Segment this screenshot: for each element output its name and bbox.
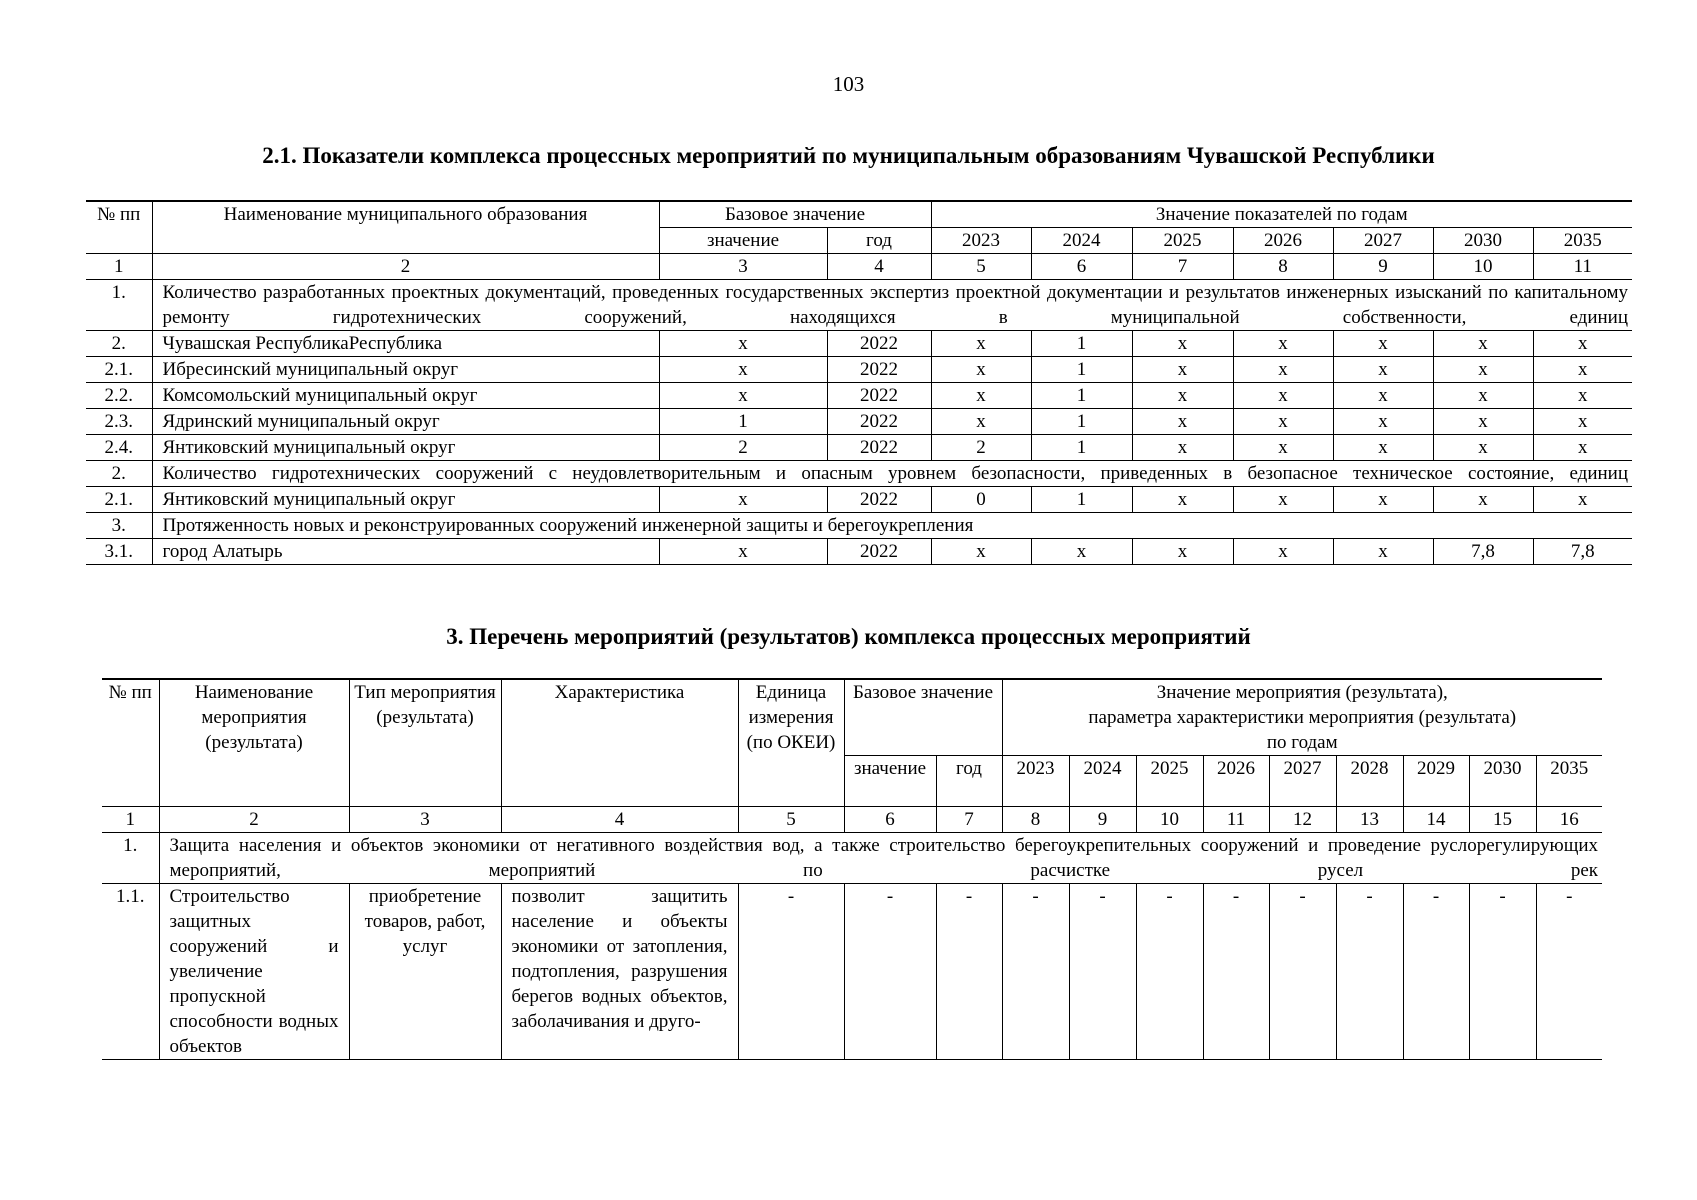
row-year-value: х [1132,487,1233,513]
row-year-value: х [1333,435,1433,461]
row-year-value: х [1533,331,1632,357]
row-base-value: х [659,539,827,565]
col-number: 14 [1403,807,1469,833]
header-years-group: Значение показателей по годам [931,201,1632,228]
row-year-value: х [1031,539,1132,565]
row-name: Янтиковский муниципальный округ [152,435,659,461]
header-year: 2024 [1069,756,1136,807]
col-number: 10 [1136,807,1203,833]
header-years-line1: Значение мероприятия (результата), [1156,682,1448,703]
row-name: Чувашская РеспубликаРеспублика [152,331,659,357]
activities-table [102,678,1602,1060]
col-number: 12 [1269,807,1336,833]
row-year-value: х [931,331,1031,357]
header-years-line3: по годам [1266,732,1338,753]
row-base-value: х [659,487,827,513]
row-name: Янтиковский муниципальный округ [152,487,659,513]
row-base-year: 2022 [827,383,931,409]
row-year-value: х [1333,331,1433,357]
col-number: 4 [501,807,738,833]
col-number: 9 [1333,254,1433,280]
header-year: 2025 [1136,756,1203,807]
row-year-value: - [1269,884,1336,1060]
table-row [86,409,1632,435]
row-year-value: х [1533,357,1632,383]
row-name: Комсомольский муниципальный округ [152,383,659,409]
group-title: Протяженность новых и реконструированных сооружений инженерной защиты и берегоукрепления [152,513,1632,539]
table-row [86,487,1632,513]
header-type: Тип мероприятия (результата) [349,679,501,807]
header-year: 2024 [1031,228,1132,254]
header-base: Базовое значение [659,201,931,228]
row-base-year: 2022 [827,357,931,383]
row-year-value: х [1132,409,1233,435]
row-year-value: - [1203,884,1269,1060]
header-year: 2027 [1269,756,1336,807]
header-base-year: год [827,228,931,254]
header-year: 2028 [1336,756,1403,807]
row-year-value: х [1132,539,1233,565]
row-year-value: х [1233,409,1333,435]
table-row [86,383,1632,409]
row-base-value: 2 [659,435,827,461]
row-year-value: 0 [931,487,1031,513]
header-year: 2030 [1469,756,1536,807]
row-year-value: х [1433,331,1533,357]
row-year-value: - [1469,884,1536,1060]
row-characteristic: позволит защитить население и объекты экономики от затопления, подтопления, разрушения берегов водных объектов, заболачивания и друго- [501,884,738,1060]
row-year-value: 2 [931,435,1031,461]
header-base-year: год [936,756,1002,807]
row-year-value: х [1233,539,1333,565]
row-year-value: 7,8 [1533,539,1632,565]
header-years-line2: параметра характеристики мероприятия (результата) [1088,707,1517,728]
group-num: 1. [102,833,159,884]
row-num: 2.4. [86,435,152,461]
row-year-value: 7,8 [1433,539,1533,565]
row-base-year: 2022 [827,539,931,565]
row-year-value: х [1132,357,1233,383]
row-year-value: х [1233,383,1333,409]
indicators-table [86,200,1632,565]
group-num: 2. [86,461,152,487]
row-year-value: х [1433,383,1533,409]
col-number: 4 [827,254,931,280]
col-number: 11 [1533,254,1632,280]
header-year: 2029 [1403,756,1469,807]
table-row [86,331,1632,357]
col-number: 6 [1031,254,1132,280]
row-year-value: х [1533,435,1632,461]
header-name: Наименование муниципального образования [152,201,659,254]
row-year-value: 1 [1031,487,1132,513]
row-num: 3.1. [86,539,152,565]
row-num: 2. [86,331,152,357]
row-num: 2.1. [86,357,152,383]
col-number: 3 [349,807,501,833]
table-row [86,357,1632,383]
row-year-value: х [1233,487,1333,513]
row-year-value: х [1132,435,1233,461]
table-row [102,884,1602,1060]
group-title: Количество разработанных проектных документаций, проведенных государственных экспертиз проектной документации и результатов инженерных изысканий по капитальному ремонту гидротехнических сооружений, находящихся в муниципальной собственности, единиц [152,280,1632,331]
header-years-group [1002,679,1602,756]
group-row [86,513,1632,539]
col-number: 16 [1536,807,1602,833]
row-base-value: 1 [659,409,827,435]
row-year-value: х [1233,331,1333,357]
col-number: 15 [1469,807,1536,833]
header-base-value: значение [659,228,827,254]
column-number-row [86,254,1632,280]
group-title: Защита населения и объектов экономики от негативного воздействия вод, а также строительство берегоукрепительных сооружений и проведение руслорегулирующих мероприятий, мероприятий по расчистке русел рек [159,833,1602,884]
section2-title: 3. Перечень мероприятий (результатов) комплекса процессных мероприятий [446,624,1251,649]
group-row [102,833,1602,884]
row-year-value: х [1533,409,1632,435]
row-num: 2.1. [86,487,152,513]
row-year-value: - [1002,884,1069,1060]
row-year-value: х [1132,383,1233,409]
col-number: 13 [1336,807,1403,833]
col-number: 7 [1132,254,1233,280]
header-base: Базовое значение [844,679,1002,756]
col-number: 7 [936,807,1002,833]
row-year-value: - [1336,884,1403,1060]
row-year-value: х [1433,357,1533,383]
row-year-value: х [1333,383,1433,409]
col-number: 5 [931,254,1031,280]
col-number: 8 [1233,254,1333,280]
row-base-year: 2022 [827,331,931,357]
header-year: 2025 [1132,228,1233,254]
col-number: 3 [659,254,827,280]
row-year-value: х [1233,435,1333,461]
row-base-year: 2022 [827,409,931,435]
row-year-value: х [1433,435,1533,461]
row-year-value: 1 [1031,435,1132,461]
row-name: Ядринский муниципальный округ [152,409,659,435]
row-year-value: 1 [1031,357,1132,383]
col-number: 2 [159,807,349,833]
header-name: Наименование мероприятия (результата) [159,679,349,807]
col-number: 10 [1433,254,1533,280]
section1-title: 2.1. Показатели комплекса процессных мероприятий по муниципальным образованиям Чувашской Республики [262,143,1435,168]
col-number: 8 [1002,807,1069,833]
header-year: 2030 [1433,228,1533,254]
row-base-value: х [659,383,827,409]
col-number: 1 [86,254,152,280]
col-number: 6 [844,807,936,833]
header-unit: Единица измерения (по ОКЕИ) [738,679,844,807]
row-year-value: х [1433,487,1533,513]
row-base-year: 2022 [827,487,931,513]
row-name: город Алатырь [152,539,659,565]
row-year-value: х [1333,487,1433,513]
row-base-year: 2022 [827,435,931,461]
col-number: 9 [1069,807,1136,833]
row-year-value: - [1403,884,1469,1060]
row-base-value: - [844,884,936,1060]
header-year: 2023 [1002,756,1069,807]
row-year-value: х [1433,409,1533,435]
header-year: 2035 [1536,756,1602,807]
table-row [86,435,1632,461]
group-row [86,280,1632,331]
row-year-value: х [1533,487,1632,513]
header-num: № пп [86,201,152,254]
header-characteristic: Характеристика [501,679,738,807]
row-year-value: х [931,357,1031,383]
row-year-value: х [931,539,1031,565]
row-num: 2.3. [86,409,152,435]
group-row [86,461,1632,487]
row-year-value: х [1333,357,1433,383]
row-num: 1.1. [102,884,159,1060]
row-year-value: х [1333,409,1433,435]
row-base-value: х [659,357,827,383]
header-year: 2026 [1203,756,1269,807]
row-year-value: 1 [1031,331,1132,357]
row-year-value: 1 [1031,409,1132,435]
row-year-value: х [931,383,1031,409]
column-number-row [102,807,1602,833]
col-number: 5 [738,807,844,833]
row-year-value: - [1069,884,1136,1060]
row-year-value: х [1132,331,1233,357]
row-num: 2.2. [86,383,152,409]
group-title: Количество гидротехнических сооружений с неудовлетворительным и опасным уровнем безопасности, приведенных в безопасное техническое состояние, единиц [152,461,1632,487]
row-type: приобретение товаров, работ, услуг [349,884,501,1060]
row-year-value: х [1233,357,1333,383]
col-number: 2 [152,254,659,280]
col-number: 1 [102,807,159,833]
row-name: Ибресинский муниципальный округ [152,357,659,383]
col-number: 11 [1203,807,1269,833]
row-year-value: - [1136,884,1203,1060]
row-year-value: - [1536,884,1602,1060]
header-base-value: значение [844,756,936,807]
table-row [86,539,1632,565]
group-num: 3. [86,513,152,539]
header-num: № пп [102,679,159,807]
header-year: 2027 [1333,228,1433,254]
header-year: 2023 [931,228,1031,254]
row-year-value: х [931,409,1031,435]
row-base-value: х [659,331,827,357]
row-base-year: - [936,884,1002,1060]
row-year-value: х [1333,539,1433,565]
group-num: 1. [86,280,152,331]
row-name: Строительство защитных сооружений и увеличение пропускной способности водных объектов [159,884,349,1060]
page-number: 103 [832,72,865,96]
row-unit: - [738,884,844,1060]
header-year: 2035 [1533,228,1632,254]
header-year: 2026 [1233,228,1333,254]
row-year-value: 1 [1031,383,1132,409]
row-year-value: х [1533,383,1632,409]
